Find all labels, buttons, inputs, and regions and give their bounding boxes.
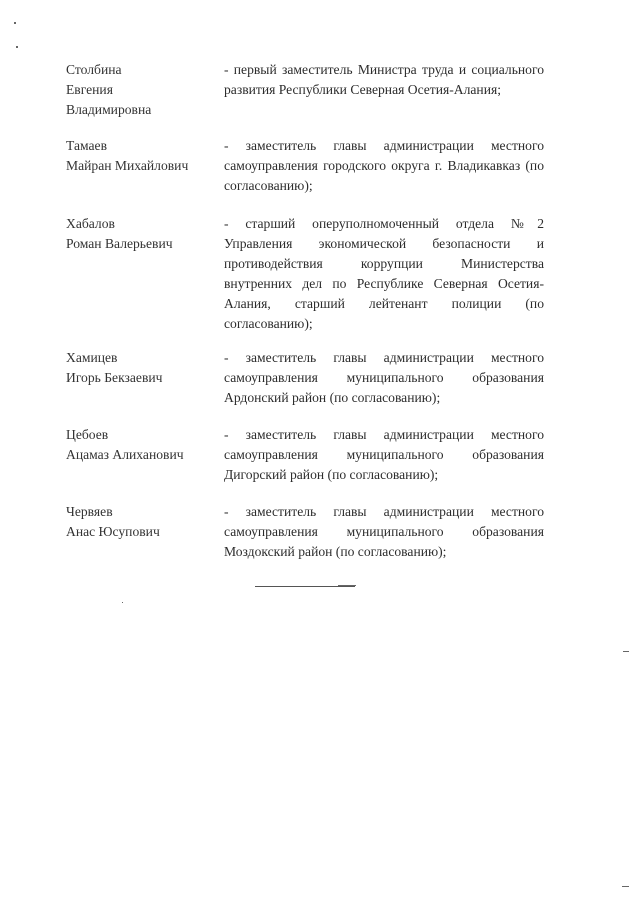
member-position: - заместитель главы администрации местного самоуправления муниципального образования Ардонский район (по согласованию); — [224, 350, 544, 405]
scan-speck — [622, 886, 629, 887]
member-name: Червяев Анас Юсупович — [66, 504, 160, 539]
scan-speck — [623, 651, 629, 652]
member-position: - старший оперуполномоченный отдела №2 Управления экономической безопасности и противодействия коррупции Министерства внутренних дел по Республике Северная Осетия-Алания, старший лейтенант полиции (по согласованию); — [224, 216, 544, 331]
closing-rule-tail — [338, 585, 356, 586]
member-name: Хамицев Игорь Бекзаевич — [66, 350, 163, 385]
member-position: - первый заместитель Министра труда и социального развития Республики Северная Осетия-Алания; — [224, 62, 544, 97]
member-name: Столбина Евгения Владимировна — [66, 62, 152, 117]
member-name: Хабалов Роман Валерьевич — [66, 216, 173, 251]
member-position: - заместитель главы администрации местного самоуправления муниципального образования Моздокский район (по согласованию); — [224, 504, 544, 559]
member-position: - заместитель главы администрации местного самоуправления муниципального образования Дигорский район (по согласованию); — [224, 427, 544, 482]
scan-speck — [122, 602, 123, 603]
scan-speck — [14, 22, 16, 24]
scan-speck — [16, 46, 18, 48]
member-name: Тамаев Майран Михайлович — [66, 138, 189, 173]
member-position: - заместитель главы администрации местного самоуправления городского округа г. Владикавказ (по согласованию); — [224, 138, 544, 193]
closing-rule — [255, 586, 355, 587]
member-name: Цебоев Ацамаз Алиханович — [66, 427, 184, 462]
